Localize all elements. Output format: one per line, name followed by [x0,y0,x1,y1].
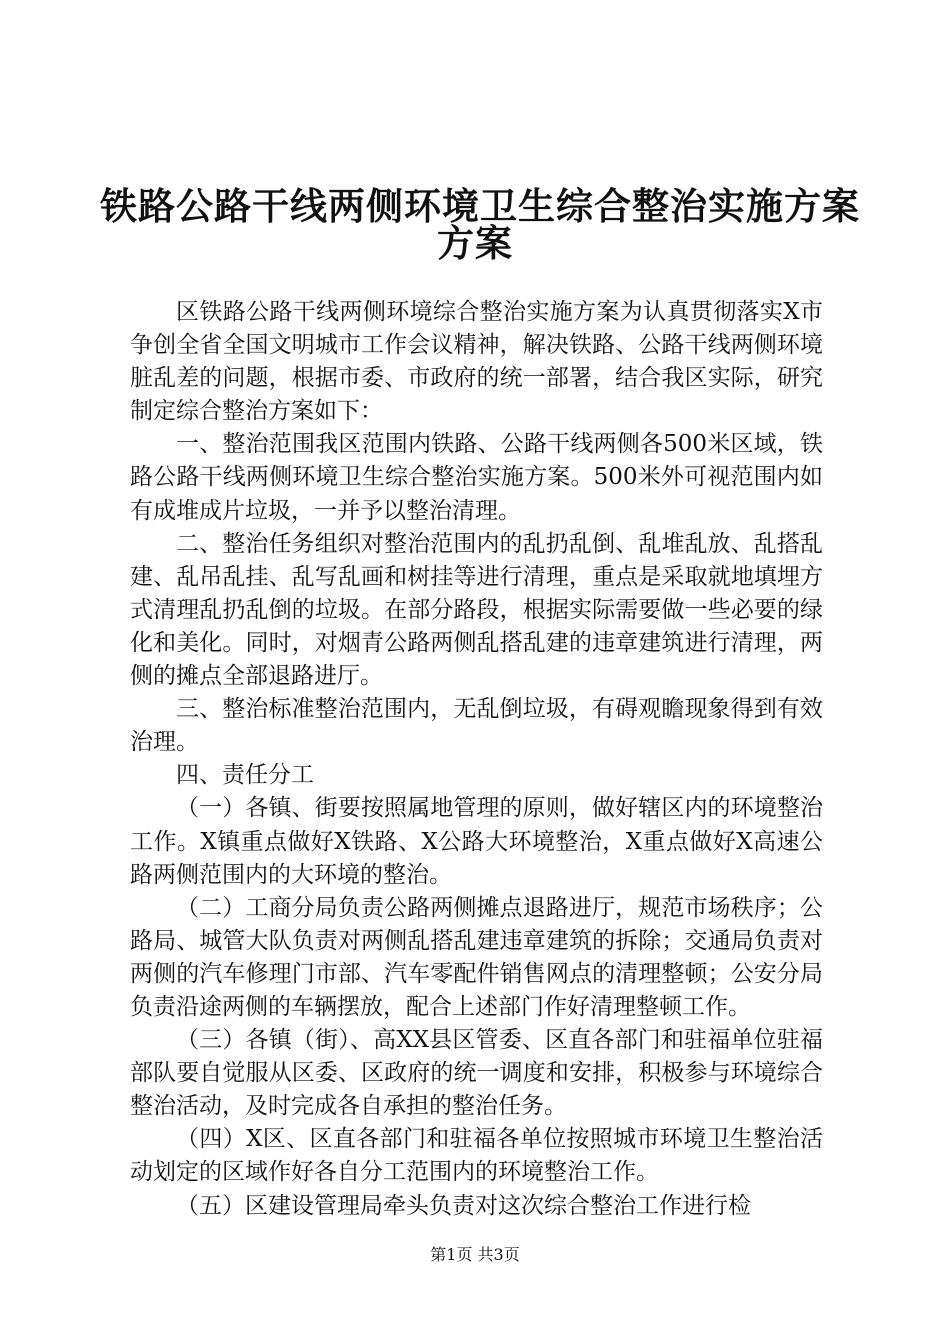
paragraph-duty-4: （四）X区、区直各部门和驻福各单位按照城市环境卫生整治活动划定的区域作好各自分工范围内的环境整治工作。 [130,1126,823,1186]
section-heading-responsibility: 四、责任分工 [176,762,314,789]
paragraph-scope: 一、整治范围我区范围内铁路、公路干线两侧各500米区域，铁路公路干线两侧环境卫生综合整治实施方案。500米外可视范围内如有成堆成片垃圾，一并予以整治清理。 [130,431,823,524]
paragraph-duty-5: （五）区建设管理局牵头负责对这次综合整治工作进行检 [176,1192,751,1219]
paragraph-duty-1: （一）各镇、街要按照属地管理的原则，做好辖区内的环境整治工作。X镇重点做好X铁路、X公路大环境整治，X重点做好X高速公路两侧范围内的大环境的整治。 [130,795,823,888]
document-title-continued: 方案 [437,221,513,265]
paragraph-duty-3: （三）各镇（街）、高XX县区管委、区直各部门和驻福单位驻福部队要自觉服从区委、区政府的统一调度和安排，积极参与环境综合整治活动，及时完成各自承担的整治任务。 [130,1027,823,1120]
paragraph-standard: 三、整治标准整治范围内，无乱倒垃圾，有碍观瞻现象得到有效治理。 [130,696,823,756]
page-number-footer: 第1页 共3页 [430,1245,520,1264]
paragraph-tasks: 二、整治任务组织对整治范围内的乱扔乱倒、乱堆乱放、乱搭乱建、乱吊乱挂、乱写乱画和树挂等进行清理，重点是采取就地填埋方式清理乱扔乱倒的垃圾。在部分路段，根据实际需要做一些必要的绿化和美化。同时，对烟青公路两侧乱搭乱建的违章建筑进行清理，两侧的摊点全部退路进厅。 [130,530,823,690]
document-body [130,296,823,1223]
paragraph-intro: 区铁路公路干线两侧环境综合整治实施方案为认真贯彻落实X市争创全省全国文明城市工作会议精神，解决铁路、公路干线两侧环境脏乱差的问题，根据市委、市政府的统一部署，结合我区实际，研究制定综合整治方案如下： [130,299,823,425]
paragraph-duty-2: （二）工商分局负责公路两侧摊点退路进厅，规范市场秩序；公路局、城管大队负责对两侧乱搭乱建违章建筑的拆除；交通局负责对两侧的汽车修理门市部、汽车零配件销售网点的清理整顿；公安分局负责沿途两侧的车辆摆放，配合上述部门作好清理整顿工作。 [130,894,823,1020]
document-title: 铁路公路干线两侧环境卫生综合整治实施方案 [100,184,860,228]
